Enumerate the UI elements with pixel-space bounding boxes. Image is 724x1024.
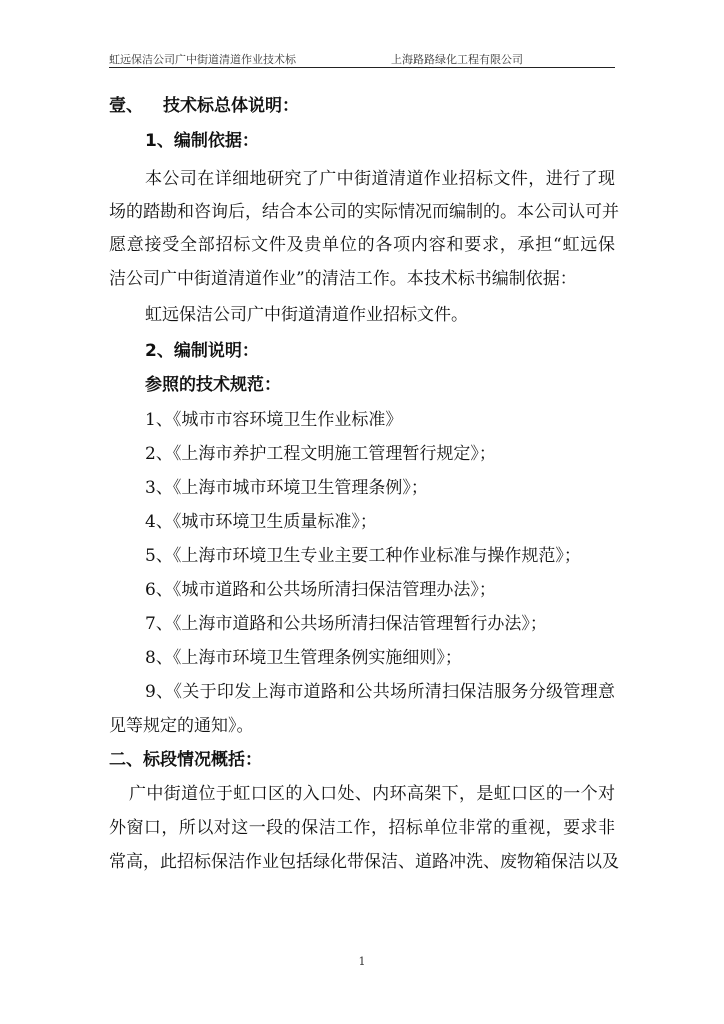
section2-title: 二、标段情况概括： — [109, 750, 262, 770]
header-right-text: 上海路路绿化工程有限公司 — [391, 53, 523, 66]
reference-item: 2、《上海市养护工程文明施工管理暂行规定》； — [145, 444, 496, 464]
para3-line-2: 外窗口，所以对这一段的保洁工作，招标单位非常的重视，要求非 — [109, 818, 615, 838]
subheading-basis: 1、编制依据： — [145, 131, 259, 151]
header-left-text: 虹远保洁公司广中街道清道作业技术标 — [109, 53, 296, 66]
reference-item-9-line-1: 9、《关于印发上海市道路和公共场所清扫保洁服务分级管理意 — [145, 682, 615, 702]
reference-item: 4、《城市环境卫生质量标准》； — [145, 512, 377, 532]
page-number: 1 — [358, 955, 366, 968]
para1-line-3: 愿意接受全部招标文件及贵单位的各项内容和要求，承担“虹远保 — [109, 235, 615, 255]
reference-title: 参照的技术规范： — [145, 375, 281, 395]
page-header — [109, 51, 615, 68]
reference-item-9-line-2: 见等规定的通知》。 — [109, 716, 254, 736]
section1-title: 技术标总体说明： — [163, 96, 299, 116]
reference-item: 6、《城市道路和公共场所清扫保洁管理办法》； — [145, 580, 496, 600]
para1-line-4: 洁公司广中街道清道作业”的清洁工作。本技术标书编制依据： — [109, 269, 577, 289]
reference-item: 3、《上海市城市环境卫生管理条例》； — [145, 478, 428, 498]
para3-line-1: 广中街道位于虹口区的入口处、内环高架下，是虹口区的一个对 — [129, 784, 615, 804]
reference-item: 1、《城市市容环境卫生作业标准》 — [145, 410, 403, 430]
para2: 虹远保洁公司广中街道清道作业招标文件。 — [145, 305, 468, 325]
reference-item: 8、《上海市环境卫生管理条例实施细则》； — [145, 648, 462, 668]
reference-item: 7、《上海市道路和公共场所清扫保洁管理暂行办法》； — [145, 614, 547, 634]
reference-item: 5、《上海市环境卫生专业主要工种作业标准与操作规范》； — [145, 546, 581, 566]
para1-line-1: 本公司在详细地研究了广中街道清道作业招标文件，进行了现 — [145, 169, 615, 189]
para1-line-2: 场的踏勘和咨询后，结合本公司的实际情况而编制的。本公司认可并 — [109, 202, 619, 222]
section1-number: 壹、 — [109, 96, 143, 116]
para3-line-3: 常高，此招标保洁作业包括绿化带保洁、道路冲洗、废物箱保洁以及 — [109, 852, 619, 872]
subheading-notes: 2、编制说明： — [145, 341, 259, 361]
